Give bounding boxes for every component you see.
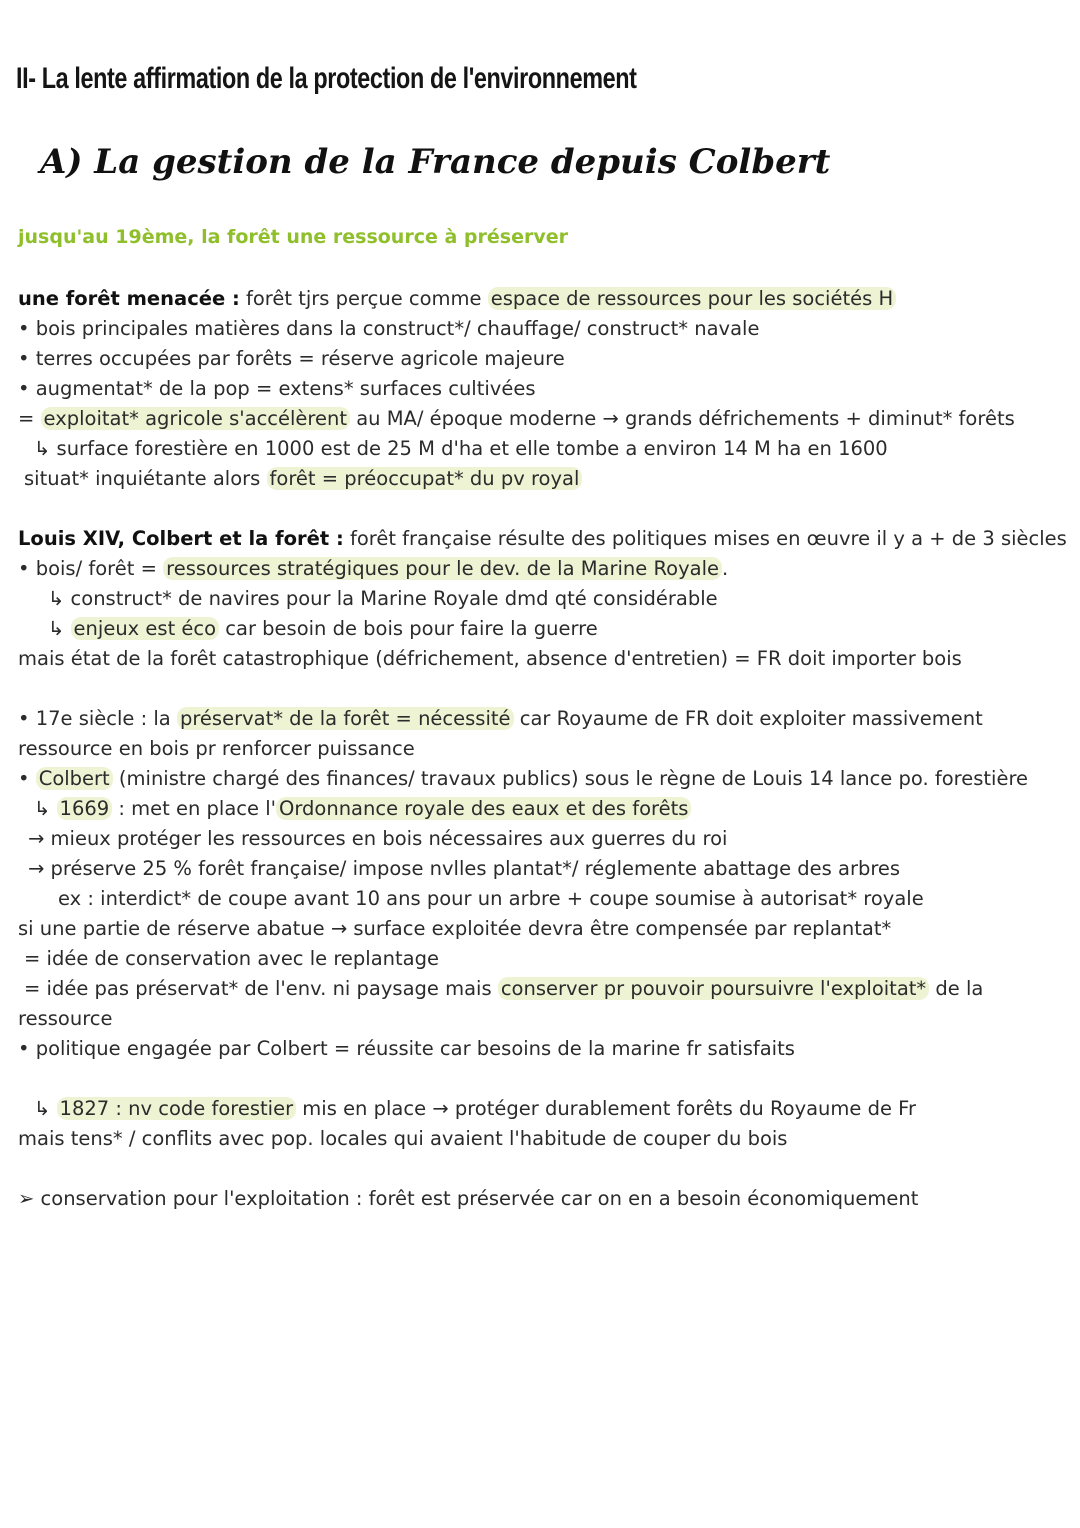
example-line: ex : interdict* de coupe avant 10 ans pour un arbre + coupe soumise à autorisat* royale [58,887,924,910]
highlight: Ordonnance royale des eaux et des forêts [276,797,691,820]
highlight: exploitat* agricole s'accélèrent [41,407,350,430]
highlight: enjeux est éco [71,617,220,640]
arrow-line: → préserve 25 % forêt française/ impose nvlles plantat*/ réglemente abattage des arbres [28,857,901,880]
sub-line: ↳ surface forestière en 1000 est de 25 M d'ha et elle tombe a environ 14 M ha en 1600 [34,437,888,460]
highlight: 1827 : nv code forestier [57,1097,297,1120]
page-heading: II- La lente affirmation de la protection de l'environnement [16,62,637,95]
bullet-line: • 17e siècle : la préservat* de la forêt = nécessité car Royaume de FR doit exploiter massivement [18,707,983,730]
notes-body [18,284,1068,1214]
conclusion-line: ➢ conservation pour l'exploitation : forêt est préservée car on en a besoin économiquement [18,1187,919,1210]
text-line: mais tens* / conflits avec pop. locales qui avaient l'habitude de couper du bois [18,1127,788,1150]
sub-line: ↳ 1827 : nv code forestier mis en place → protéger durablement forêts du Royaume de Fr [34,1097,916,1120]
sub-line: ↳ construct* de navires pour la Marine Royale dmd qté considérable [48,587,718,610]
highlight: espace de ressources pour les sociétés H [488,287,896,310]
text-line: Louis XIV, Colbert et la forêt : forêt française résulte des politiques mises en œuvre il y a + de 3 siècles [18,527,1067,550]
text-line: ressource [18,1007,113,1030]
bullet-line: • augmentat* de la pop = extens* surfaces cultivées [18,377,536,400]
text-line: = idée pas préservat* de l'env. ni paysage mais conserver pr pouvoir poursuivre l'exploitat* de la [24,977,984,1000]
arrow-line: → mieux protéger les ressources en bois nécessaires aux guerres du roi [28,827,728,850]
highlight: conserver pr pouvoir poursuivre l'exploitat* [498,977,929,1000]
bullet-line: • terres occupées par forêts = réserve agricole majeure [18,347,565,370]
section-subtitle: jusqu'au 19ème, la forêt une ressource à préserver [18,226,568,248]
text-line: une forêt menacée : forêt tjrs perçue comme espace de ressources pour les sociétés H [18,284,1068,314]
sub-line: ↳ enjeux est éco car besoin de bois pour faire la guerre [48,617,598,640]
highlight: ressources stratégiques pour le dev. de la Marine Royale [163,557,722,580]
bullet-line: • politique engagée par Colbert = réussite car besoins de la marine fr satisfaits [18,1037,795,1060]
highlight: 1669 [57,797,113,820]
topic-label: une forêt menacée : [18,287,240,310]
highlight: préservat* de la forêt = nécessité [177,707,514,730]
highlight: Colbert [36,767,113,790]
text-line: ressource en bois pr renforcer puissance [18,737,415,760]
text-line: = exploitat* agricole s'accélèrent au MA/ époque moderne → grands défrichements + diminut* forêts [18,407,1015,430]
topic-label: Louis XIV, Colbert et la forêt : [18,527,344,550]
sub-line: ↳ 1669 : met en place l' Ordonnance royale des eaux et des forêts [18,794,1068,824]
text-line: si une partie de réserve abatue → surface exploitée devra être compensée par replantat* [18,917,892,940]
text-line: situat* inquiétante alors forêt = préoccupat* du pv royal [18,464,1068,494]
bullet-line: • Colbert (ministre chargé des finances/ travaux publics) sous le règne de Louis 14 lance po. forestière [18,767,1029,790]
text-line: mais état de la forêt catastrophique (défrichement, absence d'entretien) = FR doit importer bois [18,647,962,670]
bullet-line: • bois/ forêt = ressources stratégiques pour le dev. de la Marine Royale . [18,557,729,580]
section-title: A) La gestion de la France depuis Colbert [40,142,831,182]
bullet-line: • bois principales matières dans la construct*/ chauffage/ construct* navale [18,317,760,340]
highlight: forêt = préoccupat* du pv royal [267,467,583,490]
text-line: = idée de conservation avec le replantage [24,947,440,970]
